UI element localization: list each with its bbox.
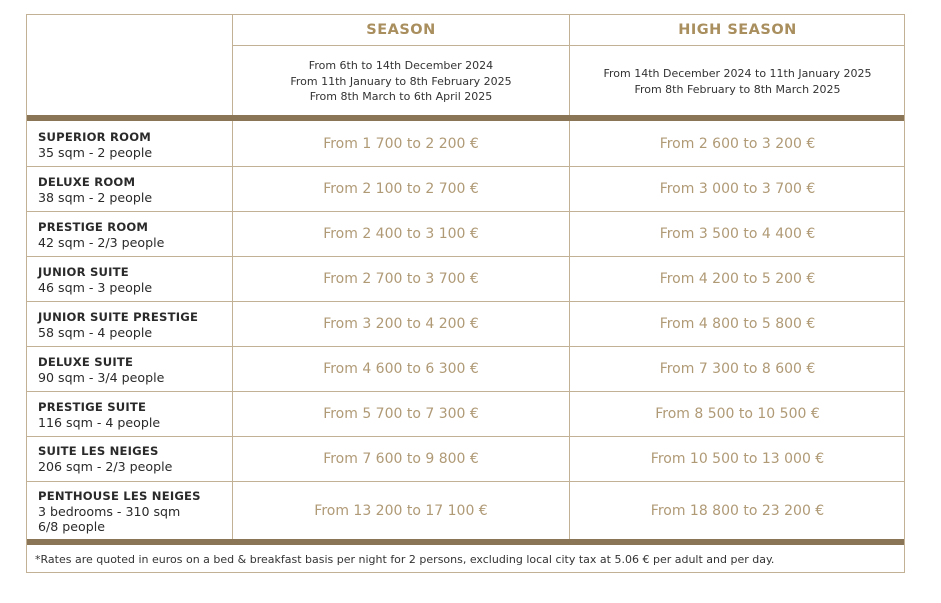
price-high-season: From 3 000 to 3 700 € — [659, 181, 816, 197]
rates-table — [26, 14, 905, 573]
price-season: From 2 100 to 2 700 € — [323, 181, 479, 197]
room-prestige-room: PRESTIGE ROOM 42 sqm - 2/3 people — [38, 220, 165, 250]
row-divider — [27, 481, 904, 482]
season-header: SEASON — [366, 22, 436, 38]
price-season: From 7 600 to 9 800 € — [323, 451, 479, 467]
rates-footnote: *Rates are quoted in euros on a bed & breakfast basis per night for 2 persons, excluding local city tax at 5.06 € per adult and per day. — [35, 553, 775, 566]
header-rule — [27, 115, 904, 121]
room-penthouse-les-neiges: PENTHOUSE LES NEIGES 3 bedrooms - 310 sqm 6/8 people — [38, 489, 201, 534]
room-superior-room: SUPERIOR ROOM 35 sqm - 2 people — [38, 130, 153, 160]
footer-rule — [27, 539, 904, 545]
price-season: From 1 700 to 2 200 € — [323, 136, 479, 152]
row-divider — [27, 436, 904, 437]
room-prestige-suite: PRESTIGE SUITE 116 sqm - 4 people — [38, 400, 161, 430]
price-high-season: From 4 200 to 5 200 € — [659, 271, 816, 287]
row-divider — [27, 301, 904, 302]
price-season: From 13 200 to 17 100 € — [314, 503, 488, 519]
room-deluxe-suite: DELUXE SUITE 90 sqm - 3/4 people — [38, 355, 165, 385]
price-season: From 5 700 to 7 300 € — [323, 406, 479, 422]
price-high-season: From 18 800 to 23 200 € — [650, 503, 825, 519]
row-divider — [27, 346, 904, 347]
price-high-season: From 2 600 to 3 200 € — [659, 136, 816, 152]
row-divider — [27, 211, 904, 212]
price-season: From 2 700 to 3 700 € — [323, 271, 479, 287]
room-junior-suite-prestige: JUNIOR SUITE PRESTIGE 58 sqm - 4 people — [38, 310, 199, 340]
price-high-season: From 10 500 to 13 000 € — [650, 451, 825, 467]
price-season: From 2 400 to 3 100 € — [323, 226, 479, 242]
high-season-dates: From 14th December 2024 to 11th January 2025 From 8th February to 8th March 2025 — [603, 67, 872, 96]
price-high-season: From 7 300 to 8 600 € — [659, 361, 816, 377]
price-high-season: From 8 500 to 10 500 € — [655, 406, 820, 422]
row-divider — [27, 391, 904, 392]
room-deluxe-room: DELUXE ROOM 38 sqm - 2 people — [38, 175, 153, 205]
header-divider — [233, 45, 904, 46]
price-season: From 3 200 to 4 200 € — [323, 316, 479, 332]
season-dates: From 6th to 14th December 2024 From 11th January to 8th February 2025 From 8th March to 6th April 2025 — [290, 59, 512, 103]
room-suite-les-neiges: SUITE LES NEIGES 206 sqm - 2/3 people — [38, 444, 173, 474]
price-high-season: From 4 800 to 5 800 € — [659, 316, 816, 332]
price-high-season: From 3 500 to 4 400 € — [659, 226, 816, 242]
price-season: From 4 600 to 6 300 € — [323, 361, 479, 377]
high-season-header: HIGH SEASON — [678, 22, 797, 38]
room-junior-suite: JUNIOR SUITE 46 sqm - 3 people — [38, 265, 153, 295]
row-divider — [27, 256, 904, 257]
row-divider — [27, 166, 904, 167]
